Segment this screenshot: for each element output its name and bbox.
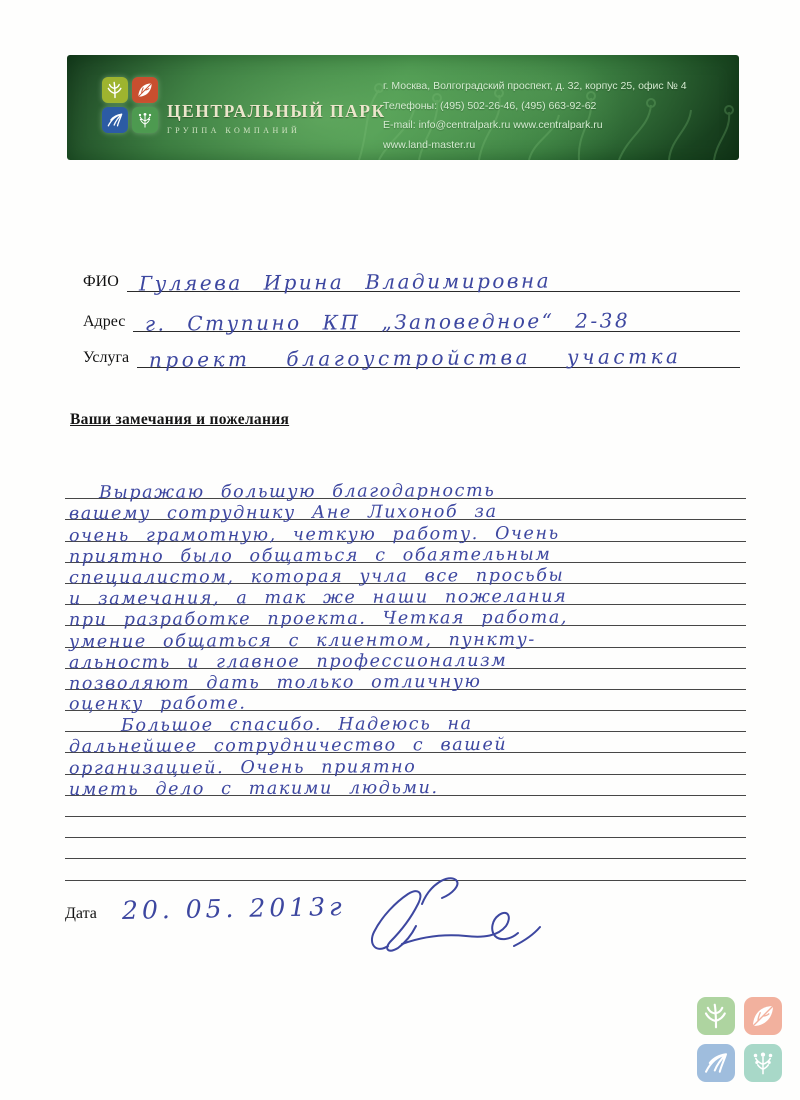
ruled-line [65,669,746,694]
ruled-line [65,563,746,589]
ruled-line [65,775,746,800]
handwritten-comment-line: альность и главное профессионализм [68,650,508,673]
contact-phones: Телефоны: (495) 502-26-46, (495) 663-92-62 [383,99,597,112]
ruled-line [65,753,746,779]
ruled-line [65,584,746,610]
address-handwritten-value: г. Ступино КП „Заповедное“ 2-38 [145,308,631,336]
sprig-icon [697,997,735,1035]
ruled-line [65,796,746,817]
fio-field-row [83,262,740,296]
ruled-line [65,817,746,838]
service-line [137,337,740,372]
comments-section-title: Ваши замечания и пожелания [70,411,290,428]
corner-watermark-logo [697,997,781,1083]
contact-email: E-mail: info@centralpark.ru www.centralpark.ru [383,119,603,131]
company-logo [102,77,158,133]
ruled-line [65,520,746,546]
ruled-line [65,711,746,737]
berries-icon [132,107,158,133]
ruled-line [65,542,746,568]
fio-handwritten-value: Гуляева Ирина Владимировна [138,268,551,296]
handwritten-comment-line: Выражаю большую благодарность [98,481,496,504]
handwritten-signature [358,870,553,970]
date-label: Дата [65,905,97,922]
brand-name: ЦЕНТРАЛЬНЫЙ ПАРК [167,101,386,121]
brand-block [167,101,386,135]
contact-address: г. Москва, Волгоградский проспект, д. 32, корпус 25, офис № 4 [383,80,687,92]
service-field-row [83,338,740,372]
sprig-icon [102,77,128,103]
contact-website: www.land-master.ru [383,138,476,151]
handwritten-comment-line: умение общаться с клиентом, пункту- [68,629,536,652]
contact-info [383,77,687,155]
handwritten-comment-line: Большое спасибо. Надеюсь на [120,714,473,737]
address-field-row [83,302,740,336]
address-line [133,301,740,336]
handwritten-comment-line: дальнейшее сотрудничество с вашей [68,735,508,758]
handwritten-comment-line: организацией. Очень приятно [68,756,417,779]
palm-leaf-icon [697,1044,735,1082]
header-banner [67,55,739,160]
service-label: Услуга [83,349,130,366]
brand-subtitle: ГРУППА КОМПАНИЙ [167,126,301,135]
ruled-line [65,648,746,673]
handwritten-comment-line: оценку работе. [68,693,247,715]
handwritten-comment-line: очень грамотную, четкую работу. Очень [68,523,560,546]
handwritten-comment-line: иметь дело с такими людьми. [68,777,439,800]
ruled-line [65,732,746,758]
berries-icon [744,1044,782,1082]
address-label: Адрес [83,313,126,330]
service-handwritten-value: проект благоустройства участка [149,344,682,372]
handwritten-comment-line: приятно было общаться с обаятельным [68,544,552,568]
ruled-line [65,478,746,504]
handwritten-comment-line: при разработке проекта. Четкая работа, [68,608,569,631]
ruled-line [65,690,746,715]
handwritten-comment-line: специалистом, которая учла все просьбы [68,565,565,589]
comment-lines [65,478,746,881]
fio-line [127,261,740,296]
handwritten-comment-line: позволяют дать только отличную [68,671,482,694]
fio-label: ФИО [83,273,119,290]
ruled-line [65,838,746,859]
ruled-line [65,626,746,652]
handwritten-comment-line: и замечания, а так же наши пожелания [68,586,568,610]
handwritten-comment-line: вашему сотруднику Ане Лихоноб за [68,502,498,525]
date-handwritten-value: 20. 05. 2013г [121,892,346,925]
leaf-icon [744,997,782,1035]
palm-leaf-icon [102,107,128,133]
leaf-icon [132,77,158,103]
ruled-line [65,499,746,525]
ruled-line [65,605,746,631]
